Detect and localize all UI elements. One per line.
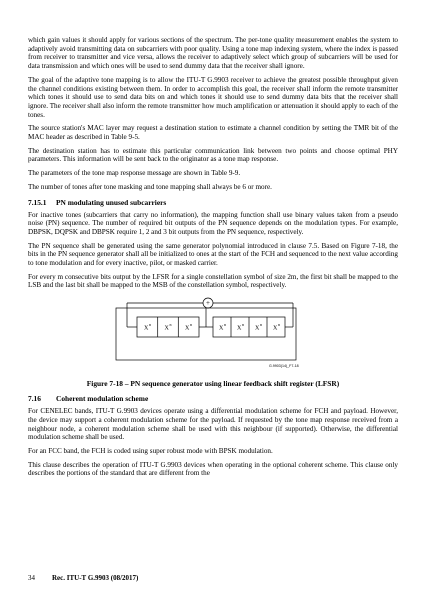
superscript: n <box>149 322 151 328</box>
paragraph: For CENELEC bands, ITU-T G.9903 devices operate using a differential modulation scheme for FCH and payload. However, the device may support a coherent modulation scheme for the payload. If requested by the tone map response received from a neighbour node, a coherent modulation scheme shall be used with this neighbour (if supported). Otherwise, the differential modulation scheme shall be used. <box>28 407 398 442</box>
paragraph: The source station's MAC layer may request a destination station to estimate a channel condition by setting the TMR bit of the MAC header as described in Table 9-5. <box>28 124 398 142</box>
register-cell-label: X <box>219 325 224 332</box>
paragraph: The goal of the adaptive tone mapping is to allow the ITU-T G.9903 receiver to achieve the greatest possible throughput given the channel conditions existing between them. In order to accomplish this goal, the receiver shall inform the remote transmitter which tones it should use to send data bits on and which tones it should use to send dummy data bits that the receiver shall ignore. The receiver shall also inform the remote transmitter how much amplification or attenuation it should apply to each of the tones. <box>28 75 398 119</box>
section-heading-7-16 <box>28 394 398 403</box>
paragraph: which gain values it should apply for various sections of the spectrum. The per-tone quality measurement enables the system to adaptively avoid transmitting data on subcarriers with poor quality. Using a tone map indexing system, where the index is passed from receiver to transmitter and vice versa, allows the receiver to adaptively select which group of subcarriers will be used for data transmission and which ones will be used to send dummy data that the receiver shall ignore. <box>28 36 398 71</box>
register-cell-label: X <box>164 325 169 332</box>
section-number: 7.16 <box>28 394 41 404</box>
superscript: n <box>278 322 280 328</box>
paragraph: For an FCC band, the FCH is coded using super robust mode with BPSK modulation. <box>28 446 273 455</box>
register-cell-label: X <box>237 325 242 332</box>
register-cell-label: X <box>273 325 278 332</box>
register-cell-label: X <box>185 325 190 332</box>
paragraph: For inactive tones (subcarriers that carry no information), the mapping function shall use binary values taken from a pseudo noise (PN) sequence. The number of required bit outputs of the PN sequence depends on the modulation types. For example, DBPSK, DQPSK and DBPSK require 1, 2 and 3 bit outputs from the PN sequence, respectively. <box>28 210 398 236</box>
superscript: n <box>190 322 192 328</box>
superscript: n <box>169 322 172 328</box>
superscript: n <box>260 322 262 328</box>
paragraph: The destination station has to estimate this particular communication link between two points and choose optimal PHY parameters. This information will be sent back to the originator as a tone map response. <box>28 146 398 164</box>
adder-symbol: + <box>206 299 210 308</box>
superscript: n <box>242 322 244 328</box>
page-number: 34 <box>28 574 35 582</box>
paragraph: The PN sequence shall be generated using the same generator polynomial introduced in clause 7.5. Based on Figure 7-18, the bits in the PN sequence generator shall all be initialized to ones at the start of the FCH and sequenced to the next value according to tone modulation and for every inactive, pilot, or masked carrier. <box>28 241 398 268</box>
document-page <box>28 36 398 483</box>
register-cell-label: X <box>144 325 149 332</box>
lfsr-diagram <box>113 295 313 373</box>
figure-caption: Figure 7-18 – PN sequence generator using linear feedback shift register (LFSR) <box>86 379 340 389</box>
lfsr-figure <box>28 295 398 375</box>
page-footer <box>28 574 138 582</box>
register-cell-label: X <box>255 325 260 332</box>
document-reference: Rec. ITU-T G.9903 (08/2017) <box>52 574 139 582</box>
figure-code: G.9903(14)_F7-18 <box>269 364 299 369</box>
section-heading-7-15-1 <box>28 198 398 207</box>
paragraph: For every m consecutive bits output by the LFSR for a single constellation symbol of size 2m, the first bit shall be mapped to the LSB and the last bit shall be mapped to the MSB of the constellation symbol, respectively. <box>28 272 398 290</box>
section-title: PN modulating unused subcarriers <box>56 197 167 207</box>
paragraph: The number of tones after tone masking and tone mapping shall always be 6 or more. <box>28 182 272 191</box>
paragraph: The parameters of the tone map response message are shown in Table 9-9. <box>28 169 241 178</box>
section-title: Coherent modulation scheme <box>56 394 149 404</box>
paragraph: This clause describes the operation of ITU-T G.9903 devices when operating in the optional coherent scheme. This clause only describes the portions of the standard that are different from the <box>28 460 398 478</box>
superscript: n <box>224 322 226 328</box>
section-number: 7.15.1 <box>28 197 47 207</box>
